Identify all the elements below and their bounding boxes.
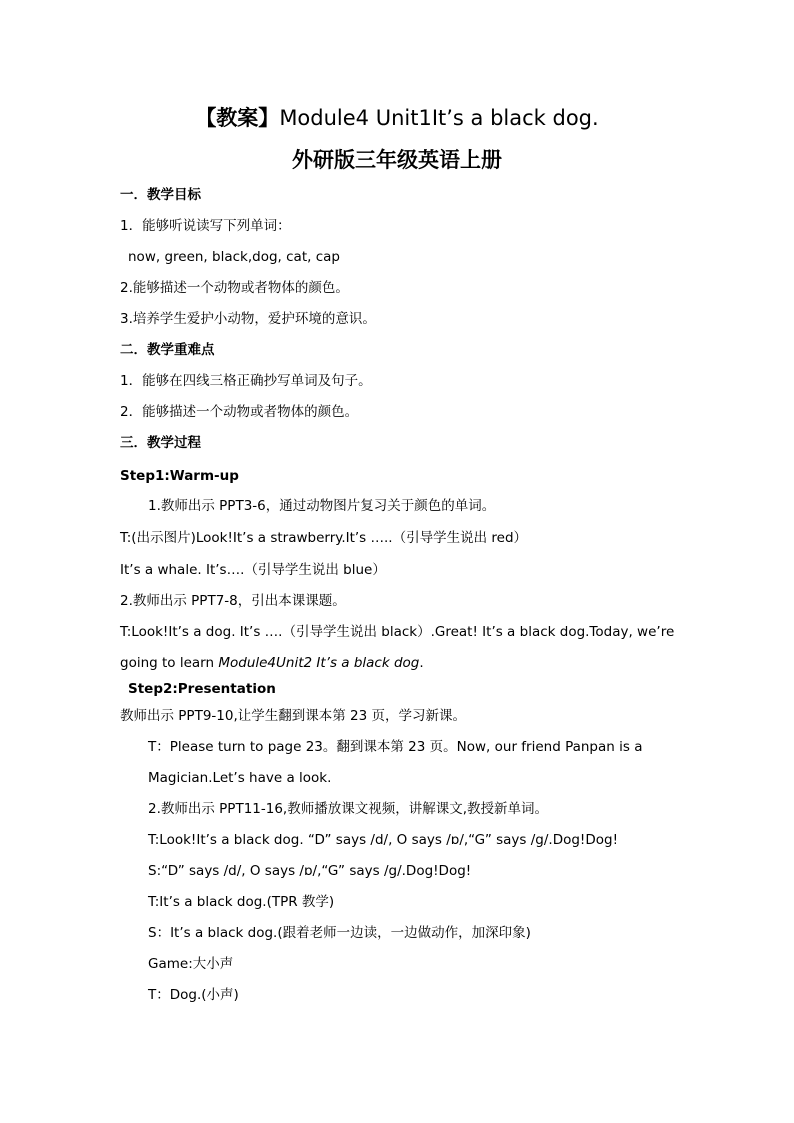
section-heading-key-points: 二．教学重难点 xyxy=(120,342,215,358)
step2-line: 2.教师出示 PPT11-16,教师播放课文视频，讲解课文,教授新单词。 xyxy=(148,801,549,817)
step2-heading: Step2:Presentation xyxy=(128,681,276,697)
goal-item: 3.培养学生爱护小动物，爱护环境的意识。 xyxy=(120,311,376,327)
step2-line: T：Dog.(小声) xyxy=(148,987,239,1003)
step2-line: S:“D” says /d/, O says /ɒ/,“G” says /g/.Dog!Dog! xyxy=(148,863,472,879)
step2-line: T:Look!It’s a black dog. “D” says /d/, O says /ɒ/,“G” says /g/.Dog!Dog! xyxy=(148,832,618,848)
goal-item: 2.能够描述一个动物或者物体的颜色。 xyxy=(120,280,349,296)
step1-line: It’s a whale. It’s….（引导学生说出 blue） xyxy=(120,562,386,578)
step1-line-text: going to learn xyxy=(120,655,219,671)
section-heading-process: 三．教学过程 xyxy=(120,435,201,451)
document-title xyxy=(0,100,794,136)
goal-item: 1．能够听说读写下列单词： xyxy=(120,218,291,234)
step2-line: Magician.Let’s have a look. xyxy=(148,770,332,786)
key-point-item: 2．能够描述一个动物或者物体的颜色。 xyxy=(120,404,359,420)
step2-line: S：It’s a black dog.(跟着老师一边读，一边做动作，加深印象) xyxy=(148,925,531,941)
step2-line: Game:大小声 xyxy=(148,956,234,972)
step2-line: T:It’s a black dog.(TPR 教学) xyxy=(148,894,335,910)
step1-line-period: . xyxy=(419,655,424,671)
key-point-item: 1．能够在四线三格正确抄写单词及句子。 xyxy=(120,373,372,389)
goal-item: now, green, black,dog, cat, cap xyxy=(128,249,340,265)
step1-heading: Step1:Warm-up xyxy=(120,468,239,484)
step2-line: 教师出示 PPT9-10,让学生翻到课本第 23 页，学习新课。 xyxy=(120,708,467,724)
step1-line: 2.教师出示 PPT7-8，引出本课课题。 xyxy=(120,593,346,609)
step1-line: T:(出示图片)Look!It’s a strawberry.It’s …..（引导学生说出 red） xyxy=(120,530,528,546)
step1-line: T:Look!It’s a dog. It’s ….（引导学生说出 black）.Great! It’s a black dog.Today, we’re xyxy=(120,624,675,640)
step1-line xyxy=(120,653,424,673)
title-module: Module4 Unit1It’s a black dog. xyxy=(279,106,599,130)
step2-line: T：Please turn to page 23。翻到课本第 23 页。Now, our friend Panpan is a xyxy=(148,739,643,755)
lesson-title-italic: Module4Unit2 It’s a black dog xyxy=(218,655,420,671)
step1-line: 1.教师出示 PPT3-6，通过动物图片复习关于颜色的单词。 xyxy=(148,498,496,514)
document-subtitle: 外研版三年级英语上册 xyxy=(292,148,502,172)
title-bracket-label: 【教案】 xyxy=(195,106,280,130)
section-heading-goals: 一．教学目标 xyxy=(120,187,201,203)
